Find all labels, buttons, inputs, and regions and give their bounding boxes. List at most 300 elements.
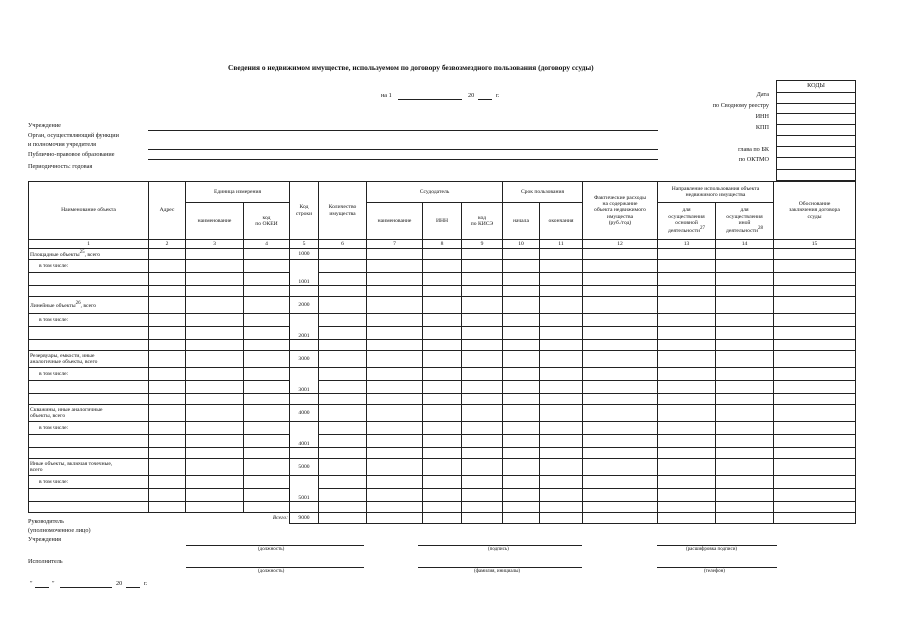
code-cell-registry[interactable] <box>777 103 855 114</box>
data-cell[interactable] <box>244 459 290 476</box>
code-cell-inn[interactable] <box>777 113 855 124</box>
data-cell[interactable] <box>367 273 423 286</box>
data-cell[interactable] <box>423 394 462 405</box>
data-cell[interactable] <box>583 459 658 476</box>
data-cell[interactable] <box>774 273 856 286</box>
data-cell[interactable] <box>367 286 423 297</box>
data-cell[interactable] <box>244 286 290 297</box>
data-cell[interactable] <box>186 435 244 448</box>
data-cell[interactable] <box>503 476 540 489</box>
data-cell[interactable] <box>319 314 367 327</box>
data-cell[interactable] <box>186 286 244 297</box>
data-cell[interactable] <box>583 489 658 502</box>
data-cell[interactable] <box>319 286 367 297</box>
data-cell[interactable] <box>149 448 186 459</box>
data-cell[interactable] <box>319 273 367 286</box>
total-cell[interactable] <box>774 513 856 524</box>
data-cell[interactable] <box>186 394 244 405</box>
data-cell[interactable] <box>774 448 856 459</box>
data-cell[interactable] <box>716 273 774 286</box>
data-cell[interactable] <box>583 476 658 489</box>
data-cell[interactable] <box>290 286 319 297</box>
data-cell[interactable] <box>658 459 716 476</box>
data-cell[interactable] <box>774 435 856 448</box>
data-cell[interactable] <box>462 435 503 448</box>
data-cell[interactable] <box>244 405 290 422</box>
data-cell[interactable] <box>290 448 319 459</box>
data-cell[interactable] <box>716 260 774 273</box>
data-cell[interactable] <box>29 340 149 351</box>
data-cell[interactable] <box>774 314 856 327</box>
data-cell[interactable] <box>774 286 856 297</box>
data-cell[interactable] <box>774 476 856 489</box>
data-cell[interactable] <box>186 489 244 502</box>
data-cell[interactable] <box>29 273 149 286</box>
data-cell[interactable] <box>319 405 367 422</box>
data-cell[interactable] <box>186 476 244 489</box>
code-cell-kpp[interactable] <box>777 124 855 135</box>
data-cell[interactable] <box>716 340 774 351</box>
data-cell[interactable] <box>503 368 540 381</box>
data-cell[interactable] <box>540 249 583 260</box>
data-cell[interactable] <box>367 422 423 435</box>
data-cell[interactable] <box>319 260 367 273</box>
data-cell[interactable] <box>186 273 244 286</box>
data-cell[interactable] <box>319 351 367 368</box>
data-cell[interactable] <box>149 435 186 448</box>
data-cell[interactable] <box>583 260 658 273</box>
data-cell[interactable] <box>716 459 774 476</box>
data-cell[interactable] <box>583 405 658 422</box>
data-cell[interactable] <box>658 502 716 513</box>
data-cell[interactable] <box>462 351 503 368</box>
data-cell[interactable] <box>462 249 503 260</box>
exec-position-line[interactable] <box>186 567 364 568</box>
data-cell[interactable] <box>367 489 423 502</box>
data-cell[interactable] <box>774 381 856 394</box>
total-cell[interactable] <box>503 513 540 524</box>
total-cell[interactable] <box>716 513 774 524</box>
data-cell[interactable] <box>244 448 290 459</box>
data-cell[interactable] <box>503 405 540 422</box>
data-cell[interactable] <box>540 368 583 381</box>
data-cell[interactable] <box>658 286 716 297</box>
data-cell[interactable] <box>462 422 503 435</box>
data-cell[interactable] <box>583 502 658 513</box>
data-cell[interactable] <box>716 327 774 340</box>
data-cell[interactable] <box>503 459 540 476</box>
data-cell[interactable] <box>658 489 716 502</box>
data-cell[interactable] <box>244 368 290 381</box>
data-cell[interactable] <box>540 405 583 422</box>
data-cell[interactable] <box>540 351 583 368</box>
data-cell[interactable] <box>319 502 367 513</box>
total-cell[interactable] <box>319 513 367 524</box>
data-cell[interactable] <box>319 394 367 405</box>
data-cell[interactable] <box>583 340 658 351</box>
data-cell[interactable] <box>774 405 856 422</box>
data-cell[interactable] <box>540 435 583 448</box>
data-cell[interactable] <box>716 394 774 405</box>
data-cell[interactable] <box>290 502 319 513</box>
data-cell[interactable] <box>503 448 540 459</box>
sig-date-month-line[interactable] <box>60 587 112 588</box>
data-cell[interactable] <box>319 327 367 340</box>
data-cell[interactable] <box>186 459 244 476</box>
data-cell[interactable] <box>658 297 716 314</box>
data-cell[interactable] <box>367 340 423 351</box>
data-cell[interactable] <box>149 286 186 297</box>
data-cell[interactable] <box>244 260 290 273</box>
data-cell[interactable] <box>423 448 462 459</box>
data-cell[interactable] <box>658 351 716 368</box>
data-cell[interactable] <box>367 381 423 394</box>
data-cell[interactable] <box>244 327 290 340</box>
exec-fullname-line[interactable] <box>418 567 582 568</box>
data-cell[interactable] <box>149 394 186 405</box>
data-cell[interactable] <box>583 368 658 381</box>
data-cell[interactable] <box>149 249 186 260</box>
data-cell[interactable] <box>462 340 503 351</box>
data-cell[interactable] <box>503 435 540 448</box>
data-cell[interactable] <box>367 435 423 448</box>
data-cell[interactable] <box>658 422 716 435</box>
data-cell[interactable] <box>319 448 367 459</box>
data-cell[interactable] <box>319 435 367 448</box>
data-cell[interactable] <box>186 405 244 422</box>
data-cell[interactable] <box>503 394 540 405</box>
data-cell[interactable] <box>149 260 186 273</box>
data-cell[interactable] <box>658 476 716 489</box>
data-cell[interactable] <box>716 422 774 435</box>
data-cell[interactable] <box>583 422 658 435</box>
data-cell[interactable] <box>774 327 856 340</box>
data-cell[interactable] <box>540 286 583 297</box>
data-cell[interactable] <box>149 476 186 489</box>
data-cell[interactable] <box>503 351 540 368</box>
data-cell[interactable] <box>149 327 186 340</box>
data-cell[interactable] <box>319 476 367 489</box>
total-cell[interactable] <box>462 513 503 524</box>
institution-line[interactable] <box>148 130 658 131</box>
data-cell[interactable] <box>244 249 290 260</box>
data-cell[interactable] <box>774 368 856 381</box>
data-cell[interactable] <box>244 351 290 368</box>
data-cell[interactable] <box>540 340 583 351</box>
data-cell[interactable] <box>29 435 149 448</box>
data-cell[interactable] <box>423 340 462 351</box>
data-cell[interactable] <box>423 459 462 476</box>
data-cell[interactable] <box>774 351 856 368</box>
data-cell[interactable] <box>583 448 658 459</box>
code-cell-oktmo[interactable] <box>777 157 855 169</box>
data-cell[interactable] <box>244 476 290 489</box>
data-cell[interactable] <box>186 422 244 435</box>
data-cell[interactable] <box>716 435 774 448</box>
data-cell[interactable] <box>503 340 540 351</box>
data-cell[interactable] <box>149 422 186 435</box>
data-cell[interactable] <box>244 273 290 286</box>
data-cell[interactable] <box>774 394 856 405</box>
data-cell[interactable] <box>367 448 423 459</box>
data-cell[interactable] <box>149 351 186 368</box>
head-position-line[interactable] <box>186 545 364 546</box>
data-cell[interactable] <box>462 448 503 459</box>
data-cell[interactable] <box>149 297 186 314</box>
data-cell[interactable] <box>423 249 462 260</box>
data-cell[interactable] <box>658 381 716 394</box>
data-cell[interactable] <box>319 489 367 502</box>
data-cell[interactable] <box>319 297 367 314</box>
data-cell[interactable] <box>423 351 462 368</box>
data-cell[interactable] <box>367 394 423 405</box>
sig-date-day-line[interactable] <box>35 587 49 588</box>
data-cell[interactable] <box>658 327 716 340</box>
data-cell[interactable] <box>29 286 149 297</box>
data-cell[interactable] <box>423 327 462 340</box>
data-cell[interactable] <box>423 405 462 422</box>
data-cell[interactable] <box>503 489 540 502</box>
data-cell[interactable] <box>29 502 149 513</box>
data-cell[interactable] <box>29 327 149 340</box>
data-cell[interactable] <box>462 314 503 327</box>
data-cell[interactable] <box>29 394 149 405</box>
data-cell[interactable] <box>462 489 503 502</box>
data-cell[interactable] <box>503 297 540 314</box>
data-cell[interactable] <box>716 351 774 368</box>
data-cell[interactable] <box>716 297 774 314</box>
data-cell[interactable] <box>540 476 583 489</box>
code-cell-bk[interactable] <box>777 146 855 158</box>
data-cell[interactable] <box>462 297 503 314</box>
data-cell[interactable] <box>540 448 583 459</box>
data-cell[interactable] <box>186 249 244 260</box>
data-cell[interactable] <box>290 340 319 351</box>
data-cell[interactable] <box>244 422 290 435</box>
data-cell[interactable] <box>367 405 423 422</box>
exec-phone-line[interactable] <box>657 567 777 568</box>
data-cell[interactable] <box>540 327 583 340</box>
date-year-line[interactable] <box>478 99 492 100</box>
data-cell[interactable] <box>540 297 583 314</box>
data-cell[interactable] <box>716 489 774 502</box>
data-cell[interactable] <box>716 286 774 297</box>
data-cell[interactable] <box>29 489 149 502</box>
data-cell[interactable] <box>186 351 244 368</box>
data-cell[interactable] <box>367 314 423 327</box>
data-cell[interactable] <box>658 394 716 405</box>
data-cell[interactable] <box>186 368 244 381</box>
data-cell[interactable] <box>149 273 186 286</box>
data-cell[interactable] <box>716 448 774 459</box>
data-cell[interactable] <box>503 502 540 513</box>
head-signature-line[interactable] <box>418 545 582 546</box>
data-cell[interactable] <box>583 297 658 314</box>
data-cell[interactable] <box>503 260 540 273</box>
data-cell[interactable] <box>423 422 462 435</box>
data-cell[interactable] <box>503 314 540 327</box>
data-cell[interactable] <box>503 249 540 260</box>
data-cell[interactable] <box>29 448 149 459</box>
data-cell[interactable] <box>462 368 503 381</box>
data-cell[interactable] <box>367 459 423 476</box>
data-cell[interactable] <box>540 314 583 327</box>
data-cell[interactable] <box>540 394 583 405</box>
data-cell[interactable] <box>658 273 716 286</box>
data-cell[interactable] <box>423 260 462 273</box>
data-cell[interactable] <box>583 435 658 448</box>
data-cell[interactable] <box>244 502 290 513</box>
data-cell[interactable] <box>540 489 583 502</box>
data-cell[interactable] <box>367 351 423 368</box>
data-cell[interactable] <box>423 435 462 448</box>
data-cell[interactable] <box>658 405 716 422</box>
data-cell[interactable] <box>149 368 186 381</box>
data-cell[interactable] <box>149 381 186 394</box>
data-cell[interactable] <box>462 476 503 489</box>
data-cell[interactable] <box>186 327 244 340</box>
data-cell[interactable] <box>583 351 658 368</box>
data-cell[interactable] <box>658 249 716 260</box>
data-cell[interactable] <box>186 448 244 459</box>
data-cell[interactable] <box>583 381 658 394</box>
data-cell[interactable] <box>319 459 367 476</box>
code-cell-blank[interactable] <box>777 135 855 146</box>
data-cell[interactable] <box>462 327 503 340</box>
data-cell[interactable] <box>423 381 462 394</box>
data-cell[interactable] <box>244 435 290 448</box>
data-cell[interactable] <box>244 314 290 327</box>
data-cell[interactable] <box>774 459 856 476</box>
data-cell[interactable] <box>583 394 658 405</box>
data-cell[interactable] <box>774 297 856 314</box>
data-cell[interactable] <box>149 502 186 513</box>
data-cell[interactable] <box>186 502 244 513</box>
data-cell[interactable] <box>367 297 423 314</box>
data-cell[interactable] <box>540 459 583 476</box>
data-cell[interactable] <box>462 502 503 513</box>
head-decoding-line[interactable] <box>657 545 777 546</box>
data-cell[interactable] <box>540 422 583 435</box>
date-day-line[interactable] <box>398 99 462 100</box>
data-cell[interactable] <box>367 476 423 489</box>
total-cell[interactable] <box>540 513 583 524</box>
data-cell[interactable] <box>774 422 856 435</box>
data-cell[interactable] <box>244 340 290 351</box>
data-cell[interactable] <box>503 327 540 340</box>
total-cell[interactable] <box>367 513 423 524</box>
data-cell[interactable] <box>186 340 244 351</box>
data-cell[interactable] <box>716 476 774 489</box>
data-cell[interactable] <box>716 249 774 260</box>
data-cell[interactable] <box>367 327 423 340</box>
total-cell[interactable] <box>658 513 716 524</box>
data-cell[interactable] <box>149 314 186 327</box>
data-cell[interactable] <box>462 381 503 394</box>
data-cell[interactable] <box>583 286 658 297</box>
sig-date-year-line[interactable] <box>126 587 140 588</box>
data-cell[interactable] <box>423 314 462 327</box>
data-cell[interactable] <box>186 297 244 314</box>
data-cell[interactable] <box>319 340 367 351</box>
data-cell[interactable] <box>540 502 583 513</box>
data-cell[interactable] <box>716 405 774 422</box>
data-cell[interactable] <box>774 249 856 260</box>
data-cell[interactable] <box>774 340 856 351</box>
data-cell[interactable] <box>540 260 583 273</box>
data-cell[interactable] <box>716 502 774 513</box>
data-cell[interactable] <box>583 327 658 340</box>
data-cell[interactable] <box>658 340 716 351</box>
data-cell[interactable] <box>716 368 774 381</box>
data-cell[interactable] <box>423 368 462 381</box>
data-cell[interactable] <box>244 297 290 314</box>
data-cell[interactable] <box>583 273 658 286</box>
data-cell[interactable] <box>716 314 774 327</box>
data-cell[interactable] <box>186 381 244 394</box>
total-cell[interactable] <box>423 513 462 524</box>
data-cell[interactable] <box>423 489 462 502</box>
data-cell[interactable] <box>319 249 367 260</box>
data-cell[interactable] <box>462 459 503 476</box>
code-cell-date[interactable] <box>777 92 855 103</box>
data-cell[interactable] <box>423 297 462 314</box>
data-cell[interactable] <box>658 260 716 273</box>
data-cell[interactable] <box>319 422 367 435</box>
data-cell[interactable] <box>367 249 423 260</box>
data-cell[interactable] <box>540 381 583 394</box>
total-cell[interactable] <box>583 513 658 524</box>
data-cell[interactable] <box>774 260 856 273</box>
data-cell[interactable] <box>462 394 503 405</box>
data-cell[interactable] <box>658 435 716 448</box>
founder-line[interactable] <box>148 149 658 150</box>
data-cell[interactable] <box>367 502 423 513</box>
data-cell[interactable] <box>290 394 319 405</box>
data-cell[interactable] <box>503 381 540 394</box>
data-cell[interactable] <box>149 489 186 502</box>
data-cell[interactable] <box>462 273 503 286</box>
data-cell[interactable] <box>658 448 716 459</box>
data-cell[interactable] <box>244 489 290 502</box>
data-cell[interactable] <box>244 394 290 405</box>
data-cell[interactable] <box>462 286 503 297</box>
data-cell[interactable] <box>367 260 423 273</box>
data-cell[interactable] <box>583 249 658 260</box>
data-cell[interactable] <box>658 314 716 327</box>
data-cell[interactable] <box>186 314 244 327</box>
data-cell[interactable] <box>423 476 462 489</box>
data-cell[interactable] <box>186 260 244 273</box>
data-cell[interactable] <box>423 286 462 297</box>
code-cell-period[interactable] <box>777 169 855 181</box>
data-cell[interactable] <box>462 260 503 273</box>
data-cell[interactable] <box>774 489 856 502</box>
data-cell[interactable] <box>319 381 367 394</box>
data-cell[interactable] <box>503 273 540 286</box>
data-cell[interactable] <box>462 405 503 422</box>
data-cell[interactable] <box>244 381 290 394</box>
data-cell[interactable] <box>716 381 774 394</box>
data-cell[interactable] <box>423 273 462 286</box>
data-cell[interactable] <box>423 502 462 513</box>
data-cell[interactable] <box>583 314 658 327</box>
data-cell[interactable] <box>367 368 423 381</box>
data-cell[interactable] <box>503 286 540 297</box>
data-cell[interactable] <box>503 422 540 435</box>
data-cell[interactable] <box>149 459 186 476</box>
public-entity-line[interactable] <box>148 159 658 160</box>
